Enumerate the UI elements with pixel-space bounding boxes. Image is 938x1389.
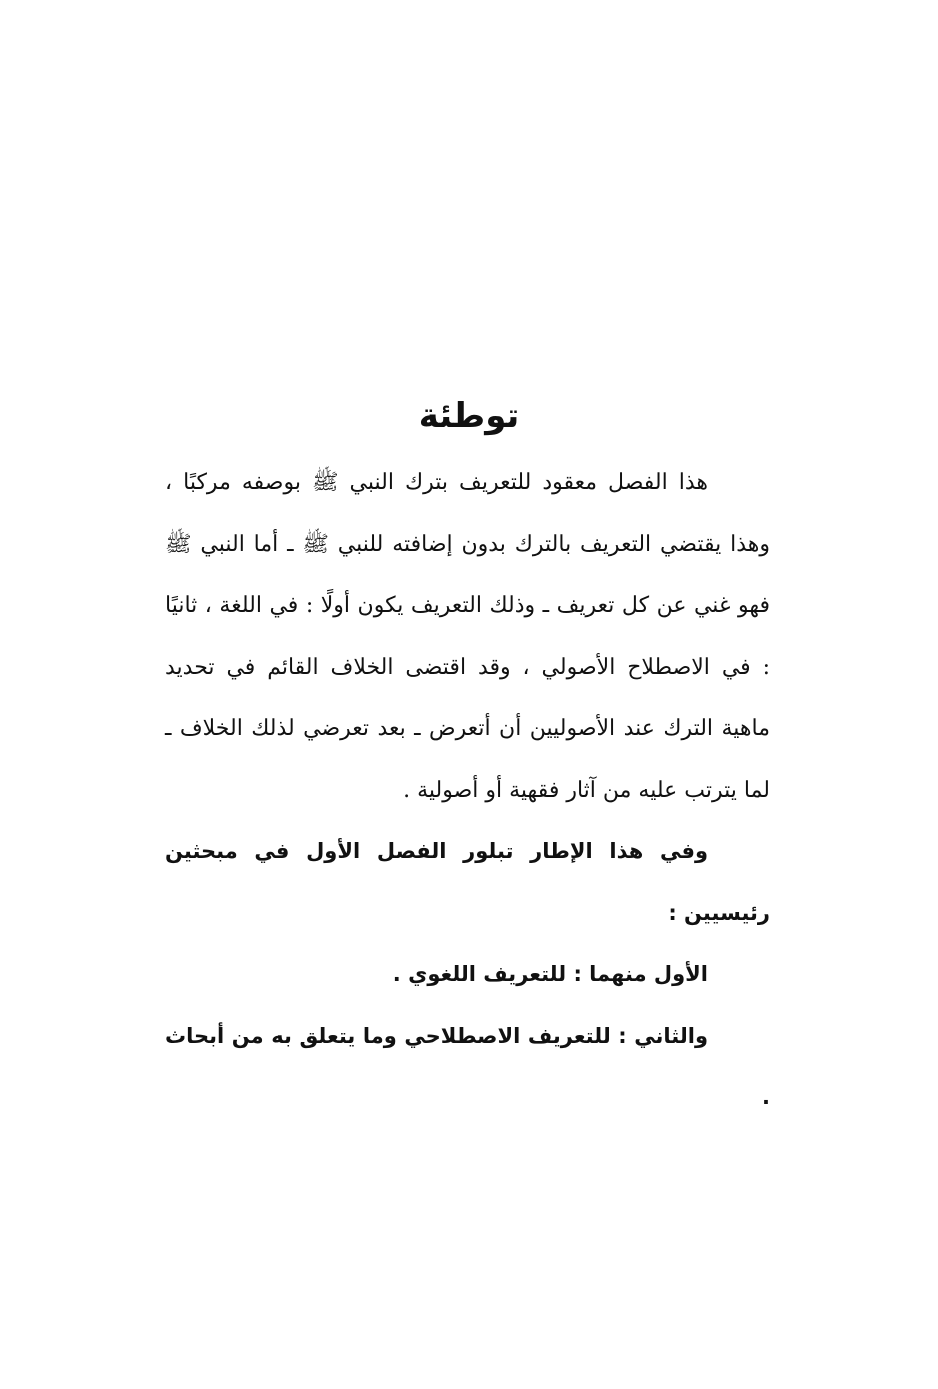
chapter-outline-paragraph: وفي هذا الإطار تبلور الفصل الأول في مبحثين رئيسيين :: [165, 839, 770, 925]
document-body: [165, 452, 770, 1129]
second-section-item: والثاني : للتعريف الاصطلاحي وما يتعلق به من أبحاث .: [165, 1023, 770, 1109]
page-title: توطئة: [418, 396, 520, 436]
first-section-item: الأول منهما : للتعريف اللغوي .: [392, 962, 708, 986]
intro-paragraph: هذا الفصل معقود للتعريف بترك النبي ﷺ بوصفه مركبًا ، وهذا يقتضي التعريف بالترك بدون إضافته للنبي ﷺ ـ أما النبي ﷺ فهو غني عن كل تعريف ـ وذلك التعريف يكون أولًا : في اللغة ، ثانيًا : في الاصطلاح الأصولي ، وقد اقتضى الخلاف القائم في تحديد ماهية الترك عند الأصوليين أن أتعرض ـ بعد تعرضي لذلك الخلاف ـ لما يترتب عليه من آثار فقهية أو أصولية .: [165, 470, 770, 803]
